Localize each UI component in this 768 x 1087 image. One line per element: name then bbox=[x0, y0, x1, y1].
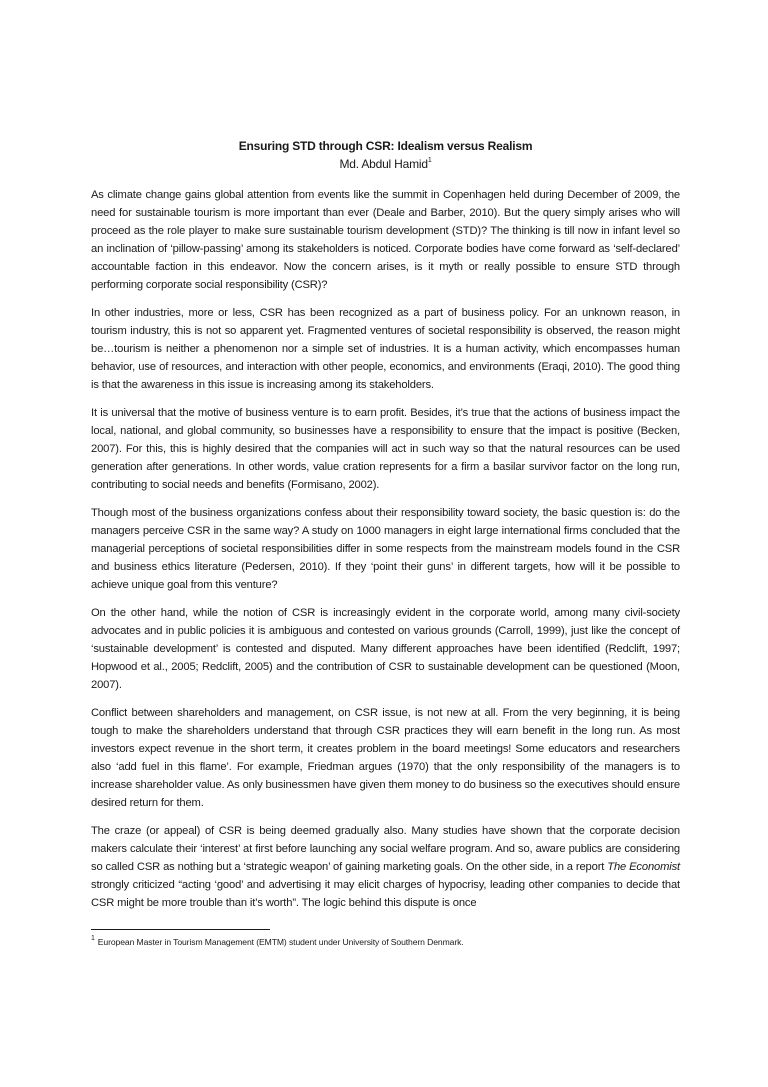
author-name: Md. Abdul Hamid bbox=[339, 157, 428, 171]
author-footnote-mark: 1 bbox=[427, 157, 432, 164]
paragraph-3: It is universal that the motive of business venture is to earn profit. Besides, it’s true that the actions of business impact the local, national, and global community, so businesses have a responsibility to ensure that the impact is positive (Becken, 2007). For this, this is highly desired that the companies will act in such way so that the natural resources can be used generation after generations. In other words, value cration represents for a firm a basilar survivor factor on the long run, contributing to social needs and benefits (Formisano, 2002). bbox=[91, 407, 680, 491]
body-text bbox=[91, 186, 680, 922]
author-line bbox=[91, 157, 680, 171]
footnote-mark: 1 bbox=[91, 935, 95, 942]
paragraph-1: As climate change gains global attention from events like the summit in Copenhagen held during December of 2009, the need for sustainable tourism is more important than ever (Deale and Barber, 2010). But the query simply arises who will proceed as the role player to make sure sustainable tourism development (STD)? The thinking is till now in infant level so an inclination of ‘pillow-passing’ among its stakeholders is noticed. Corporate bodies have come forward as ‘self-declared’ accountable faction in this endeavor. Now the concern arises, is it myth or really possible to ensure STD through performing corporate social responsibility (CSR)? bbox=[91, 189, 680, 291]
paragraph-6: Conflict between shareholders and management, on CSR issue, is not new at all. From the very beginning, it is being tough to make the shareholders understand that through CSR practices they will earn benefit in the long run. As most investors expect revenue in the short term, it creates problem in the board meetings! Some educators and researchers also ‘add fuel in this flame’. For example, Friedman argues (1970) that the only responsibility of the managers is to increase shareholder value. As only businessmen have given them money to do business so the executives should ensure desired return for them. bbox=[91, 707, 680, 809]
paragraph-7 bbox=[91, 822, 680, 912]
footnote-separator bbox=[91, 929, 270, 930]
publication-title: The Economist bbox=[607, 861, 680, 873]
footnote-text: European Master in Tourism Management (EMTM) student under University of Southern Denmark. bbox=[97, 937, 464, 947]
paragraph-7-text-before: The craze (or appeal) of CSR is being deemed gradually also. Many studies have shown that the corporate decision makers calculate their ‘interest’ at first before launching any social welfare program. And so, aware publics are considering so called CSR as nothing but a ‘strategic weapon’ of gaining marketing goals. On the other side, in a report bbox=[91, 825, 680, 873]
paragraph-4: Though most of the business organizations confess about their responsibility toward society, the basic question is: do the managers perceive CSR in the same way? A study on 1000 managers in eight large international firms concluded that the managerial perceptions of societal responsibilities differ in some respects from the mainstream models found in the CSR and business ethics literature (Pedersen, 2010). If they ‘point their guns’ in different targets, how will it be possible to achieve unique goal from this venture? bbox=[91, 507, 680, 591]
paragraph-7-text-after: strongly criticized “acting ‘good’ and advertising it may elicit charges of hypocrisy, leading other companies to decide that CSR might be more trouble than it’s worth”. The logic behind this dispute is once bbox=[91, 879, 680, 909]
footnote bbox=[91, 936, 680, 948]
paper-title: Ensuring STD through CSR: Idealism versus Realism bbox=[238, 139, 533, 153]
paragraph-5: On the other hand, while the notion of CSR is increasingly evident in the corporate world, among many civil-society advocates and in public policies it is ambiguous and contested on various grounds (Carroll, 1999), just like the concept of ‘sustainable development’ is contested and disputed. Many different approaches have been identified (Redclift, 1997; Hopwood et al., 2005; Redclift, 2005) and the contribution of CSR to sustainable development can be questioned (Moon, 2007). bbox=[91, 607, 680, 691]
paragraph-2: In other industries, more or less, CSR has been recognized as a part of business policy. For an unknown reason, in tourism industry, this is not so apparent yet. Fragmented ventures of societal responsibility is observed, the reason might be…tourism is neither a phenomenon nor a simple set of industries. It is a human activity, which encompasses human behavior, use of resources, and interaction with other people, economics, and environments (Eraqi, 2010). The good thing is that the awareness in this issue is increasing among its stakeholders. bbox=[91, 307, 680, 391]
